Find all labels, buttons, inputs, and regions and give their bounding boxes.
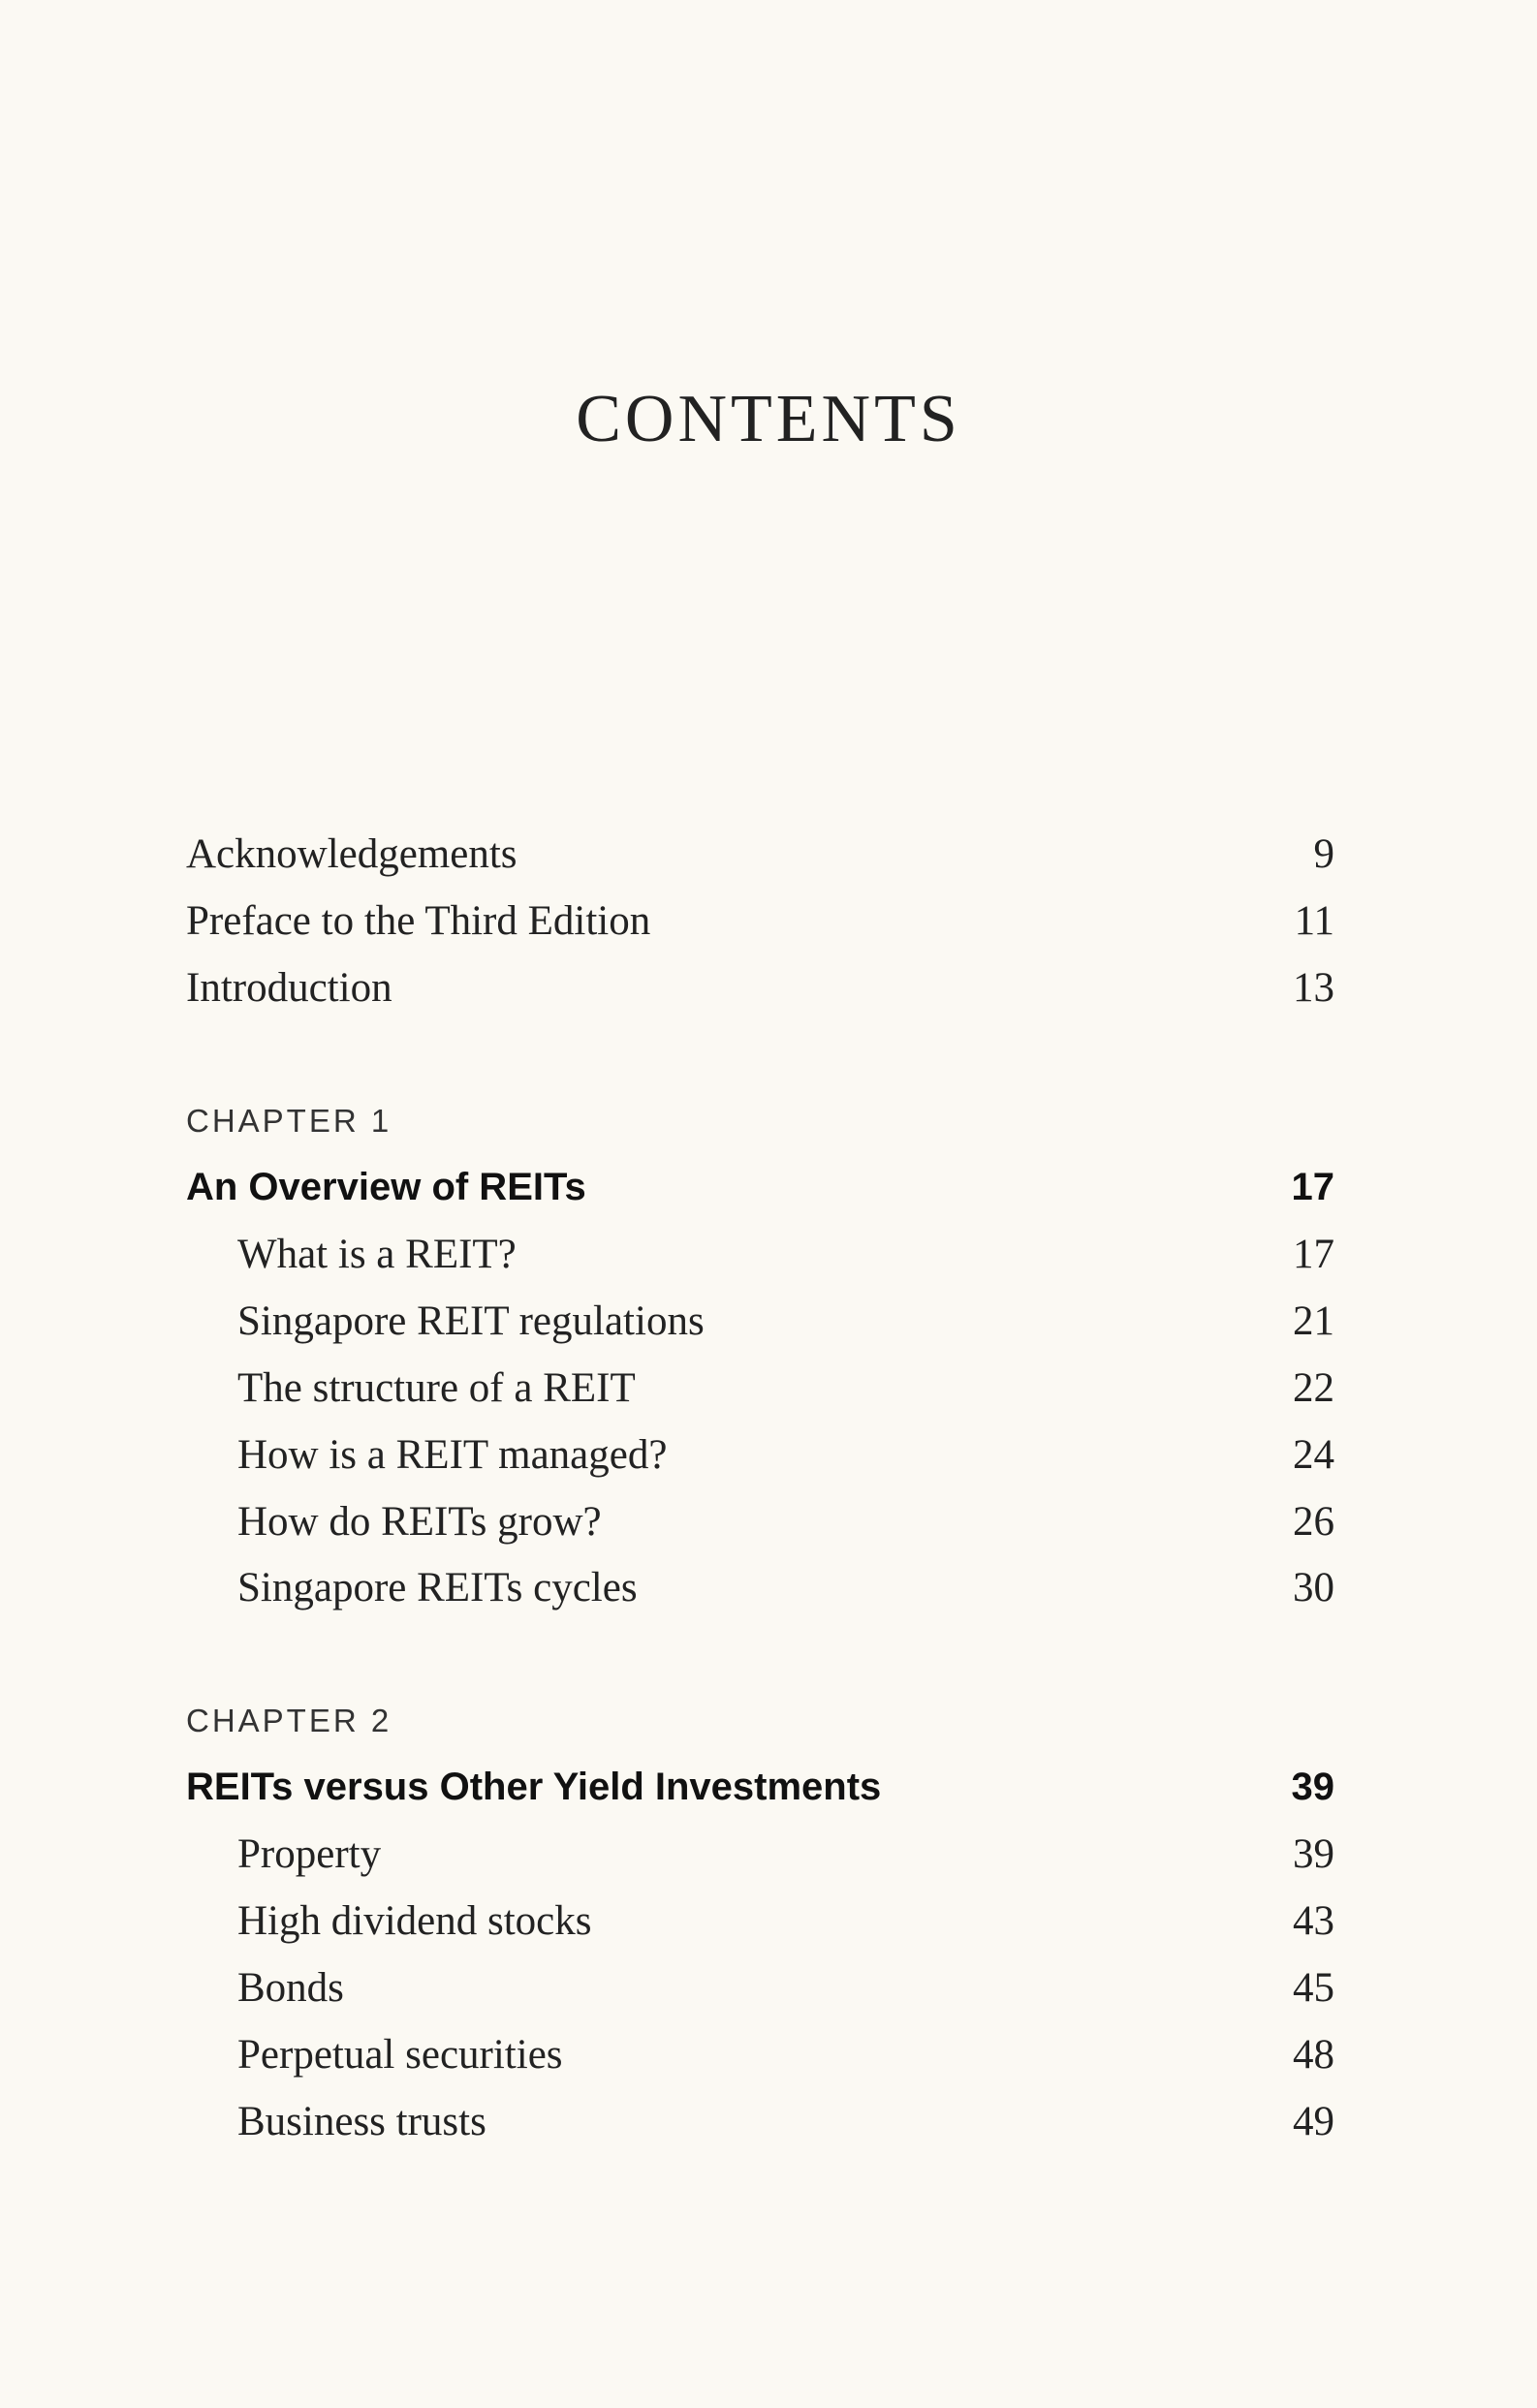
toc-section-entry[interactable] xyxy=(186,1554,1334,1620)
chapter-page: 39 xyxy=(1291,1765,1334,1808)
toc-entry-introduction[interactable] xyxy=(186,954,1334,1020)
chapter-1-label: CHAPTER 1 xyxy=(186,1103,392,1139)
toc-section-page: 26 xyxy=(1293,1498,1334,1545)
toc-section-page: 17 xyxy=(1293,1231,1334,1277)
toc-entry-title: Preface to the Third Edition xyxy=(186,897,651,944)
chapter-title: An Overview of REITs xyxy=(186,1165,586,1208)
chapter-2-title-entry[interactable] xyxy=(186,1754,1334,1820)
chapter-1-title-entry[interactable] xyxy=(186,1154,1334,1220)
toc-entry-preface[interactable] xyxy=(186,888,1334,954)
toc-section-entry[interactable] xyxy=(186,1221,1334,1287)
toc-section-page: 45 xyxy=(1293,1964,1334,2011)
toc-entry-acknowledgements[interactable] xyxy=(186,821,1334,887)
toc-section-entry[interactable] xyxy=(186,1955,1334,2020)
toc-section-page: 39 xyxy=(1293,1830,1334,1877)
toc-section-page: 22 xyxy=(1293,1364,1334,1411)
toc-section-entry[interactable] xyxy=(186,1488,1334,1554)
toc-section-entry[interactable] xyxy=(186,1821,1334,1887)
chapter-2-label: CHAPTER 2 xyxy=(186,1703,392,1738)
toc-section-entry[interactable] xyxy=(186,1288,1334,1354)
chapter-title: REITs versus Other Yield Investments xyxy=(186,1765,882,1808)
toc-section-entry[interactable] xyxy=(186,2021,1334,2087)
toc-entry-title: Introduction xyxy=(186,964,392,1011)
toc-section-title: Business trusts xyxy=(237,2098,486,2144)
toc-section-title: How is a REIT managed? xyxy=(237,1431,668,1478)
toc-section-page: 24 xyxy=(1293,1431,1334,1478)
toc-section-title: What is a REIT? xyxy=(237,1231,517,1277)
toc-section-title: The structure of a REIT xyxy=(237,1364,636,1411)
toc-section-page: 43 xyxy=(1293,1897,1334,1944)
toc-section-title: Property xyxy=(237,1830,382,1877)
toc-section-title: Singapore REITs cycles xyxy=(237,1564,638,1611)
toc-entry-page: 13 xyxy=(1293,964,1334,1011)
toc-section-entry[interactable] xyxy=(186,1422,1334,1487)
toc-section-page: 30 xyxy=(1293,1564,1334,1611)
toc-section-title: How do REITs grow? xyxy=(237,1498,602,1545)
toc-section-title: High dividend stocks xyxy=(237,1897,592,1944)
toc-section-entry[interactable] xyxy=(186,1888,1334,1954)
chapter-page: 17 xyxy=(1291,1165,1334,1208)
page-title: CONTENTS xyxy=(576,382,961,456)
toc-section-page: 21 xyxy=(1293,1298,1334,1344)
toc-entry-page: 9 xyxy=(1313,830,1334,877)
toc-section-title: Singapore REIT regulations xyxy=(237,1298,705,1344)
toc-section-page: 48 xyxy=(1293,2031,1334,2078)
toc-section-entry[interactable] xyxy=(186,1355,1334,1421)
toc-section-entry[interactable] xyxy=(186,2088,1334,2154)
toc-section-title: Bonds xyxy=(237,1964,344,2011)
toc-section-title: Perpetual securities xyxy=(237,2031,563,2078)
toc-entry-title: Acknowledgements xyxy=(186,830,518,877)
toc-section-page: 49 xyxy=(1293,2098,1334,2144)
toc-entry-page: 11 xyxy=(1294,897,1334,944)
